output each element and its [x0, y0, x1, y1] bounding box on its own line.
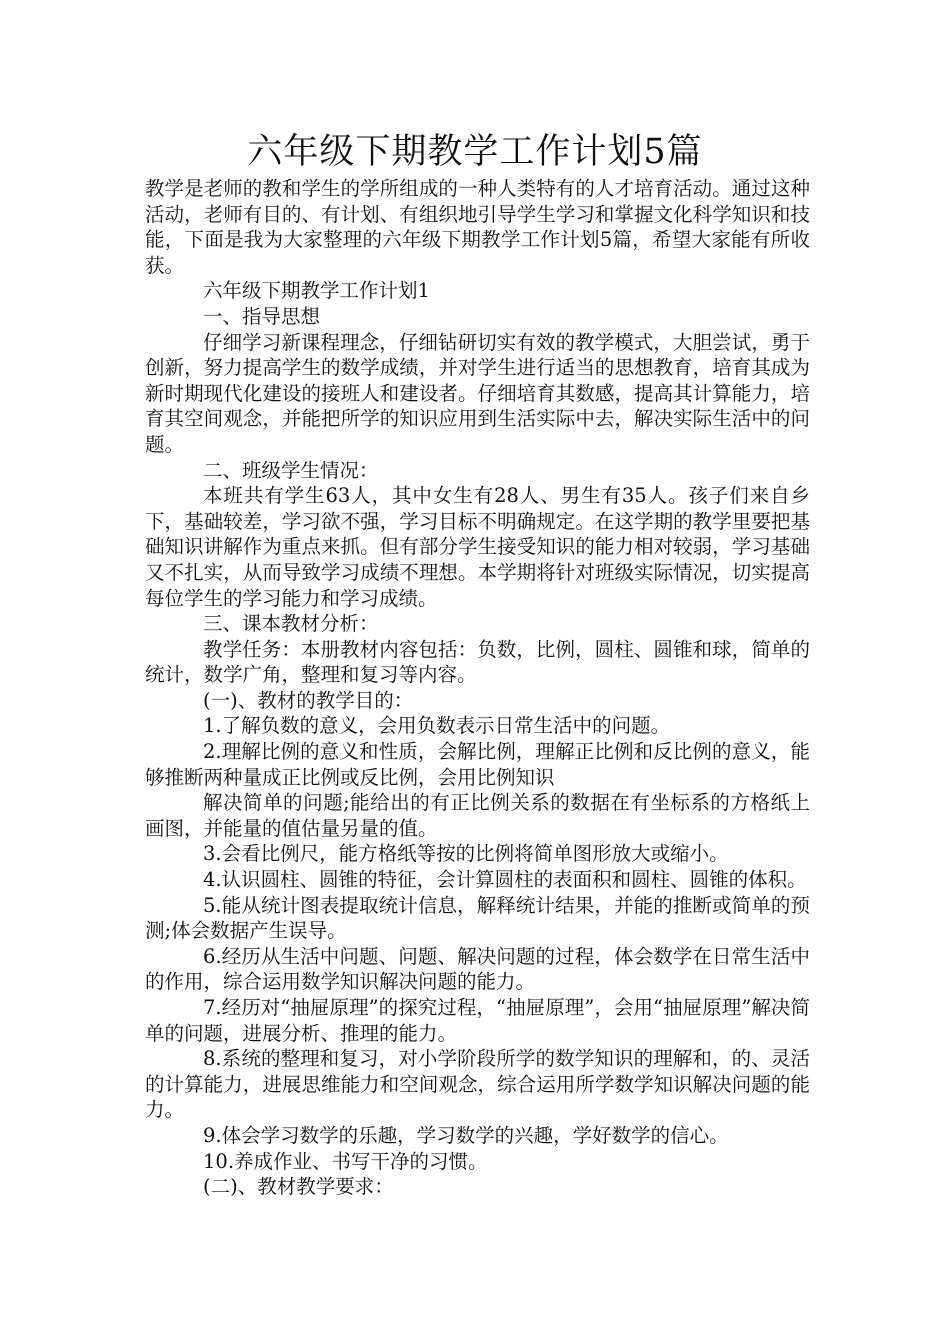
document-body — [145, 176, 810, 1200]
document-title: 六年级下期教学工作计划5篇 — [247, 132, 703, 172]
list-item: 4.认识圆柱、圆锥的特征，会计算圆柱的表面积和圆柱、圆锥的体积。 — [203, 868, 807, 892]
list-item-continuation: 解决简单的问题;能给出的有正比例关系的数据在有坐标系的方格纸上画图，并能量的值估量另量的值。 — [145, 791, 810, 840]
list-item: 8.系统的整理和复习，对小学阶段所学的数学知识的理解和，的、灵活的计算能力，进展思维能力和空间观念，综合运用所学数学知识解决问题的能力。 — [145, 1047, 810, 1122]
section-heading: 二、班级学生情况： — [203, 458, 379, 482]
subsection-heading: (二)、教材教学要求： — [203, 1175, 394, 1199]
list-item: 5.能从统计图表提取统计信息，解释统计结果，并能的推断或简单的预测;体会数据产生误导。 — [145, 893, 810, 943]
list-item: 7.经历对“抽屉原理”的探究过程，“抽屉原理”，会用“抽屉原理”解决简单的问题，进展分析、推理的能力。 — [145, 996, 810, 1045]
list-item: 3.会看比例尺，能方格纸等按的比例将简单图形放大或缩小。 — [203, 842, 729, 866]
section-heading: 一、指导思想 — [203, 304, 321, 328]
subsection-heading: (一)、教材的教学目的： — [203, 688, 414, 712]
body-paragraph: 教学任务：本册教材内容包括：负数，比例，圆柱、圆锥和球，简单的统计，数学广角，整理和复习等内容。 — [145, 637, 810, 687]
list-item: 10.养成作业、书写干净的习惯。 — [203, 1149, 488, 1173]
body-paragraph: 本班共有学生63人，其中女生有28人、男生有35人。孩子们来自乡下，基础较差，学习欲不强，学习目标不明确规定。在这学期的教学里要把基础知识讲解作为重点来抓。但有部分学生接受知识的能力相对较弱，学习基础又不扎实，从而导致学习成绩不理想。本学期将针对班级实际情况，切实提高每位学生的学习能力和学习成绩。 — [145, 484, 810, 610]
body-paragraph: 仔细学习新课程理念，仔细钻研切实有效的教学模式，大胆尝试，勇于创新，努力提高学生的数学成绩，并对学生进行适当的思想教育，培育其成为新时期现代化建设的接班人和建设者。仔细培育其数感，提高其计算能力，培育其空间观念，并能把所学的知识应用到生活实际中去，解决实际生活中的问题。 — [145, 330, 810, 456]
list-item: 9.体会学习数学的乐趣，学习数学的兴趣，学好数学的信心。 — [203, 1123, 729, 1147]
section-heading: 三、课本教材分析： — [203, 612, 379, 636]
list-item: 2.理解比例的意义和性质，会解比例，理解正比例和反比例的意义，能够推断两种量成正比例或反比例，会用比例知识 — [145, 740, 810, 789]
plan-subtitle: 六年级下期教学工作计划1 — [203, 279, 430, 303]
intro-paragraph: 教学是老师的教和学生的学所组成的一种人类特有的人才培育活动。通过这种活动，老师有目的、有计划、有组织地引导学生学习和掌握文化科学知识和技能，下面是我为大家整理的六年级下期教学工作计划5篇，希望大家能有所收获。 — [145, 177, 810, 277]
list-item: 1.了解负数的意义，会用负数表示日常生活中的问题。 — [203, 714, 671, 738]
list-item: 6.经历从生活中问题、问题、解决问题的过程，体会数学在日常生活中的作用，综合运用数学知识解决问题的能力。 — [145, 944, 810, 994]
